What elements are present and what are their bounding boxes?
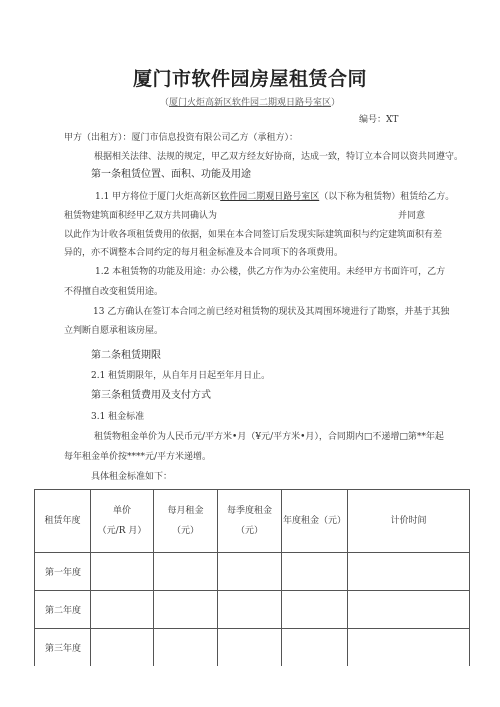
header-monthly-rent: 每月租金 （元） (154, 490, 218, 553)
header-year: 租赁年度 (35, 490, 91, 553)
row-label: 第三年度 (35, 629, 91, 667)
subtitle-open: （ (159, 98, 169, 108)
article1-clause2-line2: 不得擅自改变租赁用途。 (64, 287, 164, 297)
page-title: 厦门市软件园房屋租赁合同 (132, 68, 367, 90)
article3-heading: 第三条租赁费用及支付方式 (91, 390, 211, 401)
article1-clause3-line2: 立判断自愿承租该房屋。 (64, 326, 164, 336)
parties-line: 甲方（出租方）：厦门市信息投资有限公司乙方（承租方）： (64, 133, 299, 143)
table-header-row (35, 490, 470, 553)
clause1-address: 软件园二期观日路号室区 (220, 192, 320, 202)
table-cell (218, 629, 282, 667)
clause1-text-a: 1.1 甲方将位于厦门火炬高新区 (95, 192, 221, 202)
clause1-text-b: （以下称为租赁物）租赁给乙方。 (319, 192, 455, 202)
subtitle-address: 厦门火炬高新区软件园二期观日路号室区 (168, 98, 331, 108)
article1-clause1-line1 (95, 191, 454, 203)
article1-clause3-line1: 13 乙方确认在签订本合同之前已经对租赁物的现状及其周围环境进行了勘察，并基于其独 (93, 307, 450, 317)
preamble: 根据相关法律、法规的规定，甲乙双方经友好协商，达成一致，特订立本合同以资共同遵守。 (94, 152, 464, 162)
rent-table-intro: 具体租金标准如下： (91, 472, 173, 482)
article1-clause1-line2a: 租赁物建筑面积经甲乙双方共同确认为 (64, 211, 218, 221)
table-row (35, 629, 470, 667)
article1-heading: 第一条租赁位置、面积、功能及用途 (91, 169, 251, 180)
article1-clause1-line4: 异的，亦不调整本合同约定的每月租金标准及本合同项下的各项费用。 (64, 248, 344, 258)
header-quarterly-rent: 每季度租金 （元） (218, 490, 282, 553)
row-label: 第二年度 (35, 591, 91, 629)
article1-clause1-line3: 以此作为计收各项租赁费用的依据，如果在本合同签订后发现实际建筑面积与约定建筑面积有差 (64, 230, 443, 240)
header-unit-price: 单价 （元/R 月） (91, 490, 154, 553)
table-cell (91, 629, 154, 667)
row-label: 第一年度 (35, 553, 91, 591)
article3-rent-line2: 每年租金单价按****元/平方米递增。 (64, 452, 212, 462)
article1-clause2-line1: 1.2 本租赁物的功能及用途：办公楼，供乙方作为办公室使用。未经甲方书面许可，乙方 (95, 267, 446, 277)
table-cell (154, 591, 218, 629)
article3-rent-line1: 租赁物租金单价为人民币元/平方米•月（¥元/平方米•月），合同期内□不递增□第**年起 (94, 432, 444, 442)
table-cell (348, 553, 470, 591)
table-cell (91, 591, 154, 629)
table-row (35, 553, 470, 591)
table-cell (282, 553, 348, 591)
table-cell (348, 591, 470, 629)
table-cell (348, 629, 470, 667)
table-cell (282, 629, 348, 667)
article1-clause1-line2b: 并同意 (398, 211, 426, 221)
table-cell (218, 553, 282, 591)
table-row (35, 591, 470, 629)
subtitle-close: ） (331, 98, 341, 108)
contract-number: 编号：XT (359, 115, 399, 125)
table-cell (154, 553, 218, 591)
table-cell (282, 591, 348, 629)
header-annual-rent: 年度租金（元） (282, 490, 348, 553)
header-billing-time: 计价时间 (348, 490, 470, 553)
article2-heading: 第二条租赁期限 (91, 350, 161, 361)
article2-clause1: 2.1 租赁期限年，从自年月日起至年月日止。 (91, 371, 271, 381)
property-address-subtitle (0, 95, 500, 108)
table-cell (218, 591, 282, 629)
article3-sub1: 3.1 租金标准 (91, 412, 145, 422)
table-cell (91, 553, 154, 591)
table-cell (154, 629, 218, 667)
rent-schedule-table (34, 489, 470, 666)
